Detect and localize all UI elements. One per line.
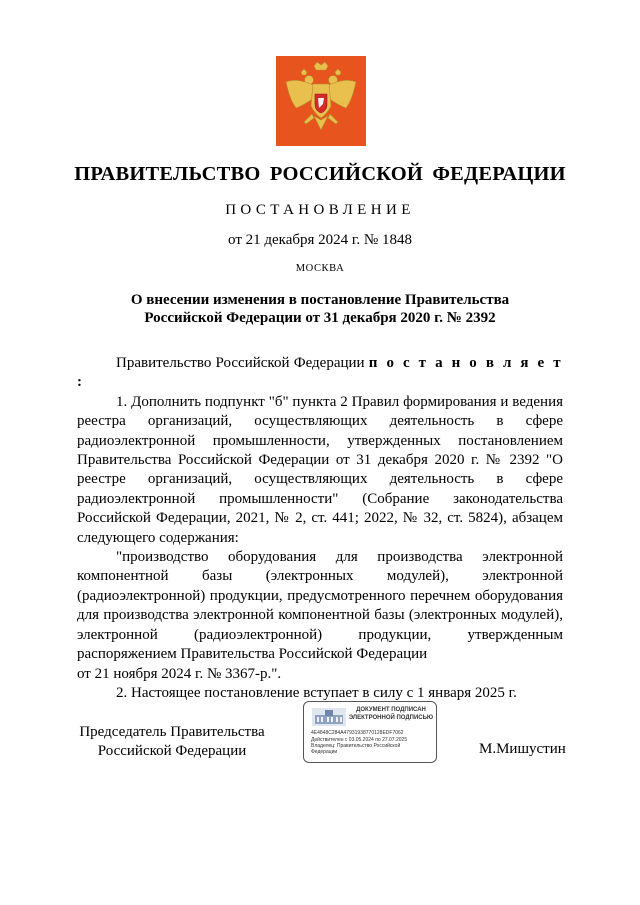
- e-signature-stamp: [303, 701, 437, 763]
- subject-line-2: Российской Федерации от 31 декабря 2020 г. № 2392: [144, 310, 496, 326]
- government-building-icon: [312, 708, 346, 726]
- document-subject: [100, 291, 540, 327]
- preamble-resolves: п о с т а н о в л я е т :: [77, 355, 563, 391]
- subject-line-1: О внесении изменения в постановление Правительства: [130, 292, 510, 308]
- document-type: ПОСТАНОВЛЕНИЕ: [225, 202, 415, 218]
- stamp-owner-line-1: Владелец: Правительство Российской: [311, 743, 401, 749]
- signer-name: М.Мишустин: [479, 741, 566, 757]
- government-title: ПРАВИТЕЛЬСТВО РОССИЙСКОЙ ФЕДЕРАЦИИ: [74, 163, 566, 185]
- paragraph-quote-end: от 21 ноября 2024 г. № 3367-р.".: [77, 665, 282, 682]
- stamp-title: [348, 707, 434, 722]
- signer-position-line-1: Председатель Правительства: [79, 724, 265, 740]
- stamp-title-line-1: ДОКУМЕНТ ПОДПИСАН: [356, 707, 426, 713]
- signer-position: [77, 723, 267, 761]
- paragraph-quote: "производство оборудования для производства электронной компонентной базы (электронных модулей), электронной (радиоэлектронной) продукции, предусмотренного перечнем оборудования для производства электронной компонентной базы (электронных модулей), электронной (радиоэлектронной) продукции, утвержденным распоряжением Правительства Российской Федерации: [77, 549, 563, 663]
- paragraph-1: 1. Дополнить подпункт "б" пункта 2 Правил формирования и ведения реестра организаций, осуществляющих деятельность в сфере радиоэлектронной промышленности, утвержденных постановлением Правительства Российской Федерации от 31 декабря 2020 г. № 2392 "О реестре организаций, осуществляющих деятельность в сфере радиоэлектронной промышленности" (Собрание законодательства Российской Федерации, 2021, № 2, ст. 441; 2022, № 32, ст. 5824), абзацем следующего содержания:: [77, 393, 563, 546]
- signer-position-line-2: Российской Федерации: [97, 743, 247, 759]
- coat-of-arms-icon: [276, 56, 366, 146]
- document-body: [77, 354, 563, 703]
- preamble-text: Правительство Российской Федерации: [116, 355, 365, 371]
- document-city: МОСКВА: [295, 263, 345, 274]
- stamp-validity: Действителен с 03.05.2024 по 27.07.2025: [311, 737, 408, 743]
- stamp-title-line-2: ЭЛЕКТРОННОЙ ПОДПИСЬЮ: [348, 714, 434, 721]
- stamp-certificate: 4E4848C284A47931938770128EDF7062: [311, 730, 404, 736]
- preamble: [77, 354, 563, 393]
- paragraph-2: 2. Настоящее постановление вступает в силу с 1 января 2025 г.: [116, 684, 517, 701]
- document-date-number: от 21 декабря 2024 г. № 1848: [228, 232, 412, 248]
- stamp-owner-line-2: Федерации: [311, 749, 338, 755]
